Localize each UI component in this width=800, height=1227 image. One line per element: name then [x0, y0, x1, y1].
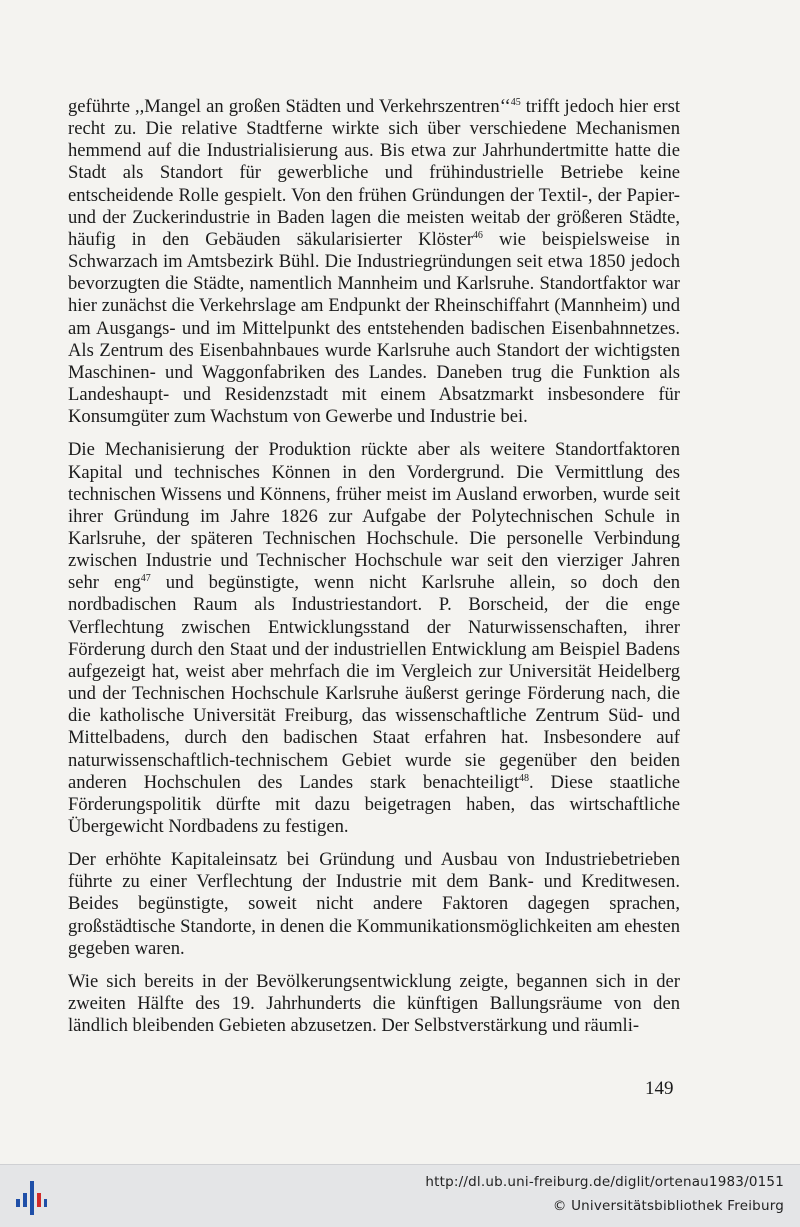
text-run: trifft jedoch hier erst recht zu. Die relative Stadtferne wirkte sich über verschiedene Mechanismen hemmend auf die Industrialisierung aus. Bis etwa zur Jahrhundertmitte hatte die Stadt als Standort für gewerbliche und frühindustrielle Betriebe keine entscheidende Rolle gespielt. Von den frühen Gründungen der Textil-, der Papier- und der Zuckerindustrie in Baden lagen die meisten weitab der größeren Städte, häufig in den Gebäuden säkularisierter Klöster [68, 96, 680, 250]
footnote-ref: 47 [140, 573, 151, 585]
footer-bar [0, 1164, 800, 1227]
copyright-notice: © Universitätsbibliothek Freiburg [552, 1198, 784, 1214]
text-run: . Diese staatliche Förderungspolitik dürfte mit dazu beigetragen haben, das wirtschaftliche Übergewicht Nordbadens zu festigen. [68, 771, 680, 837]
paragraph-2 [68, 439, 680, 838]
footnote-ref: 48 [519, 772, 530, 784]
text-run: Wie sich bereits in der Bevölkerungsentwicklung zeigte, begannen sich in der zweiten Hälfte des 19. Jahrhunderts die künftigen Ballungsräume von den ländlich bleibenden Gebieten abzusetzen. Der Selbstverstärkung und räumli- [68, 970, 680, 1037]
footnote-ref: 45 [510, 96, 521, 108]
page-number: 149 [645, 1078, 674, 1099]
paragraph-3 [68, 849, 680, 960]
text-run: geführte ,,Mangel an großen Städten und Verkehrszentren‘‘ [68, 96, 511, 117]
source-url-link[interactable]: http://dl.ub.uni-freiburg.de/diglit/ortenau1983/0151 [425, 1174, 784, 1190]
paragraph-1 [68, 96, 680, 428]
text-run: und begünstigte, wenn nicht Karlsruhe allein, so doch den nordbadischen Raum als Industriestandort. P. Borscheid, der die enge Verflechtung zwischen Entwicklungsstand der Naturwissenschaften, ihrer Förderung durch den Staat und der industriellen Entwicklung am Beispiel Badens aufgezeigt hat, weist aber mehrfach die im Vergleich zur Universität Heidelberg und der Technischen Hochschule Karlsruhe äußerst geringe Förderung nach, die die katholische Universität Freiburg, das wissenschaftliche Zentrum Süd- und Mittelbadens, durch den badischen Staat erfahren hat. Insbesondere auf naturwissenschaftlich-technischem Gebiet wurde sie gegenüber den beiden anderen Hochschulen des Landes stark benachteiligt [68, 572, 680, 793]
footnote-ref: 46 [472, 229, 483, 241]
ub-freiburg-logo-icon[interactable] [14, 1177, 48, 1217]
text-run: wie beispielsweise in Schwarzach im Amtsbezirk Bühl. Die Industriegründungen seit etwa 1850 jedoch bevorzugten die Städte, namentlich Mannheim und Karlsruhe. Standortfaktor war hier zunächst die Verkehrslage am Endpunkt der Rheinschiffahrt (Mannheim) und am Ausgangs- und im Mittelpunkt des entstehenden badischen Eisenbahnnetzes. Als Zentrum des Eisenbahnbaues wurde Karlsruhe auch Standort der wichtigsten Maschinen- und Waggonfabriken des Landes. Daneben trug die Funktion als Landeshaupt- und Residenzstadt mit einem Absatzmarkt insbesondere für Konsumgüter zum Wachstum von Gewerbe und Industrie bei. [68, 228, 680, 428]
text-run: Der erhöhte Kapitaleinsatz bei Gründung und Ausbau von Industriebetrieben führte zu einer Verflechtung der Industrie mit dem Bank- und Kreditwesen. Beides begünstigte, soweit nicht andere Faktoren dagegen sprachen, großstädtische Standorte, in denen die Kommunikationsmöglichkeiten am ehesten gegeben waren. [68, 849, 680, 959]
paragraph-4 [68, 971, 680, 1037]
text-run: Die Mechanisierung der Produktion rückte aber als weitere Standortfaktoren Kapital und technisches Können in den Vordergrund. Die Vermittlung des technischen Wissens und Könnens, früher meist im Ausland erworben, wurde seit ihrer Gründung im Jahre 1826 zur Aufgabe der Polytechnischen Schule in Karlsruhe, der späteren Technischen Hochschule. Die personelle Verbindung zwischen Industrie und Technischer Hochschule war seit den vierziger Jahren sehr eng [68, 439, 680, 594]
body-text [68, 96, 680, 1048]
